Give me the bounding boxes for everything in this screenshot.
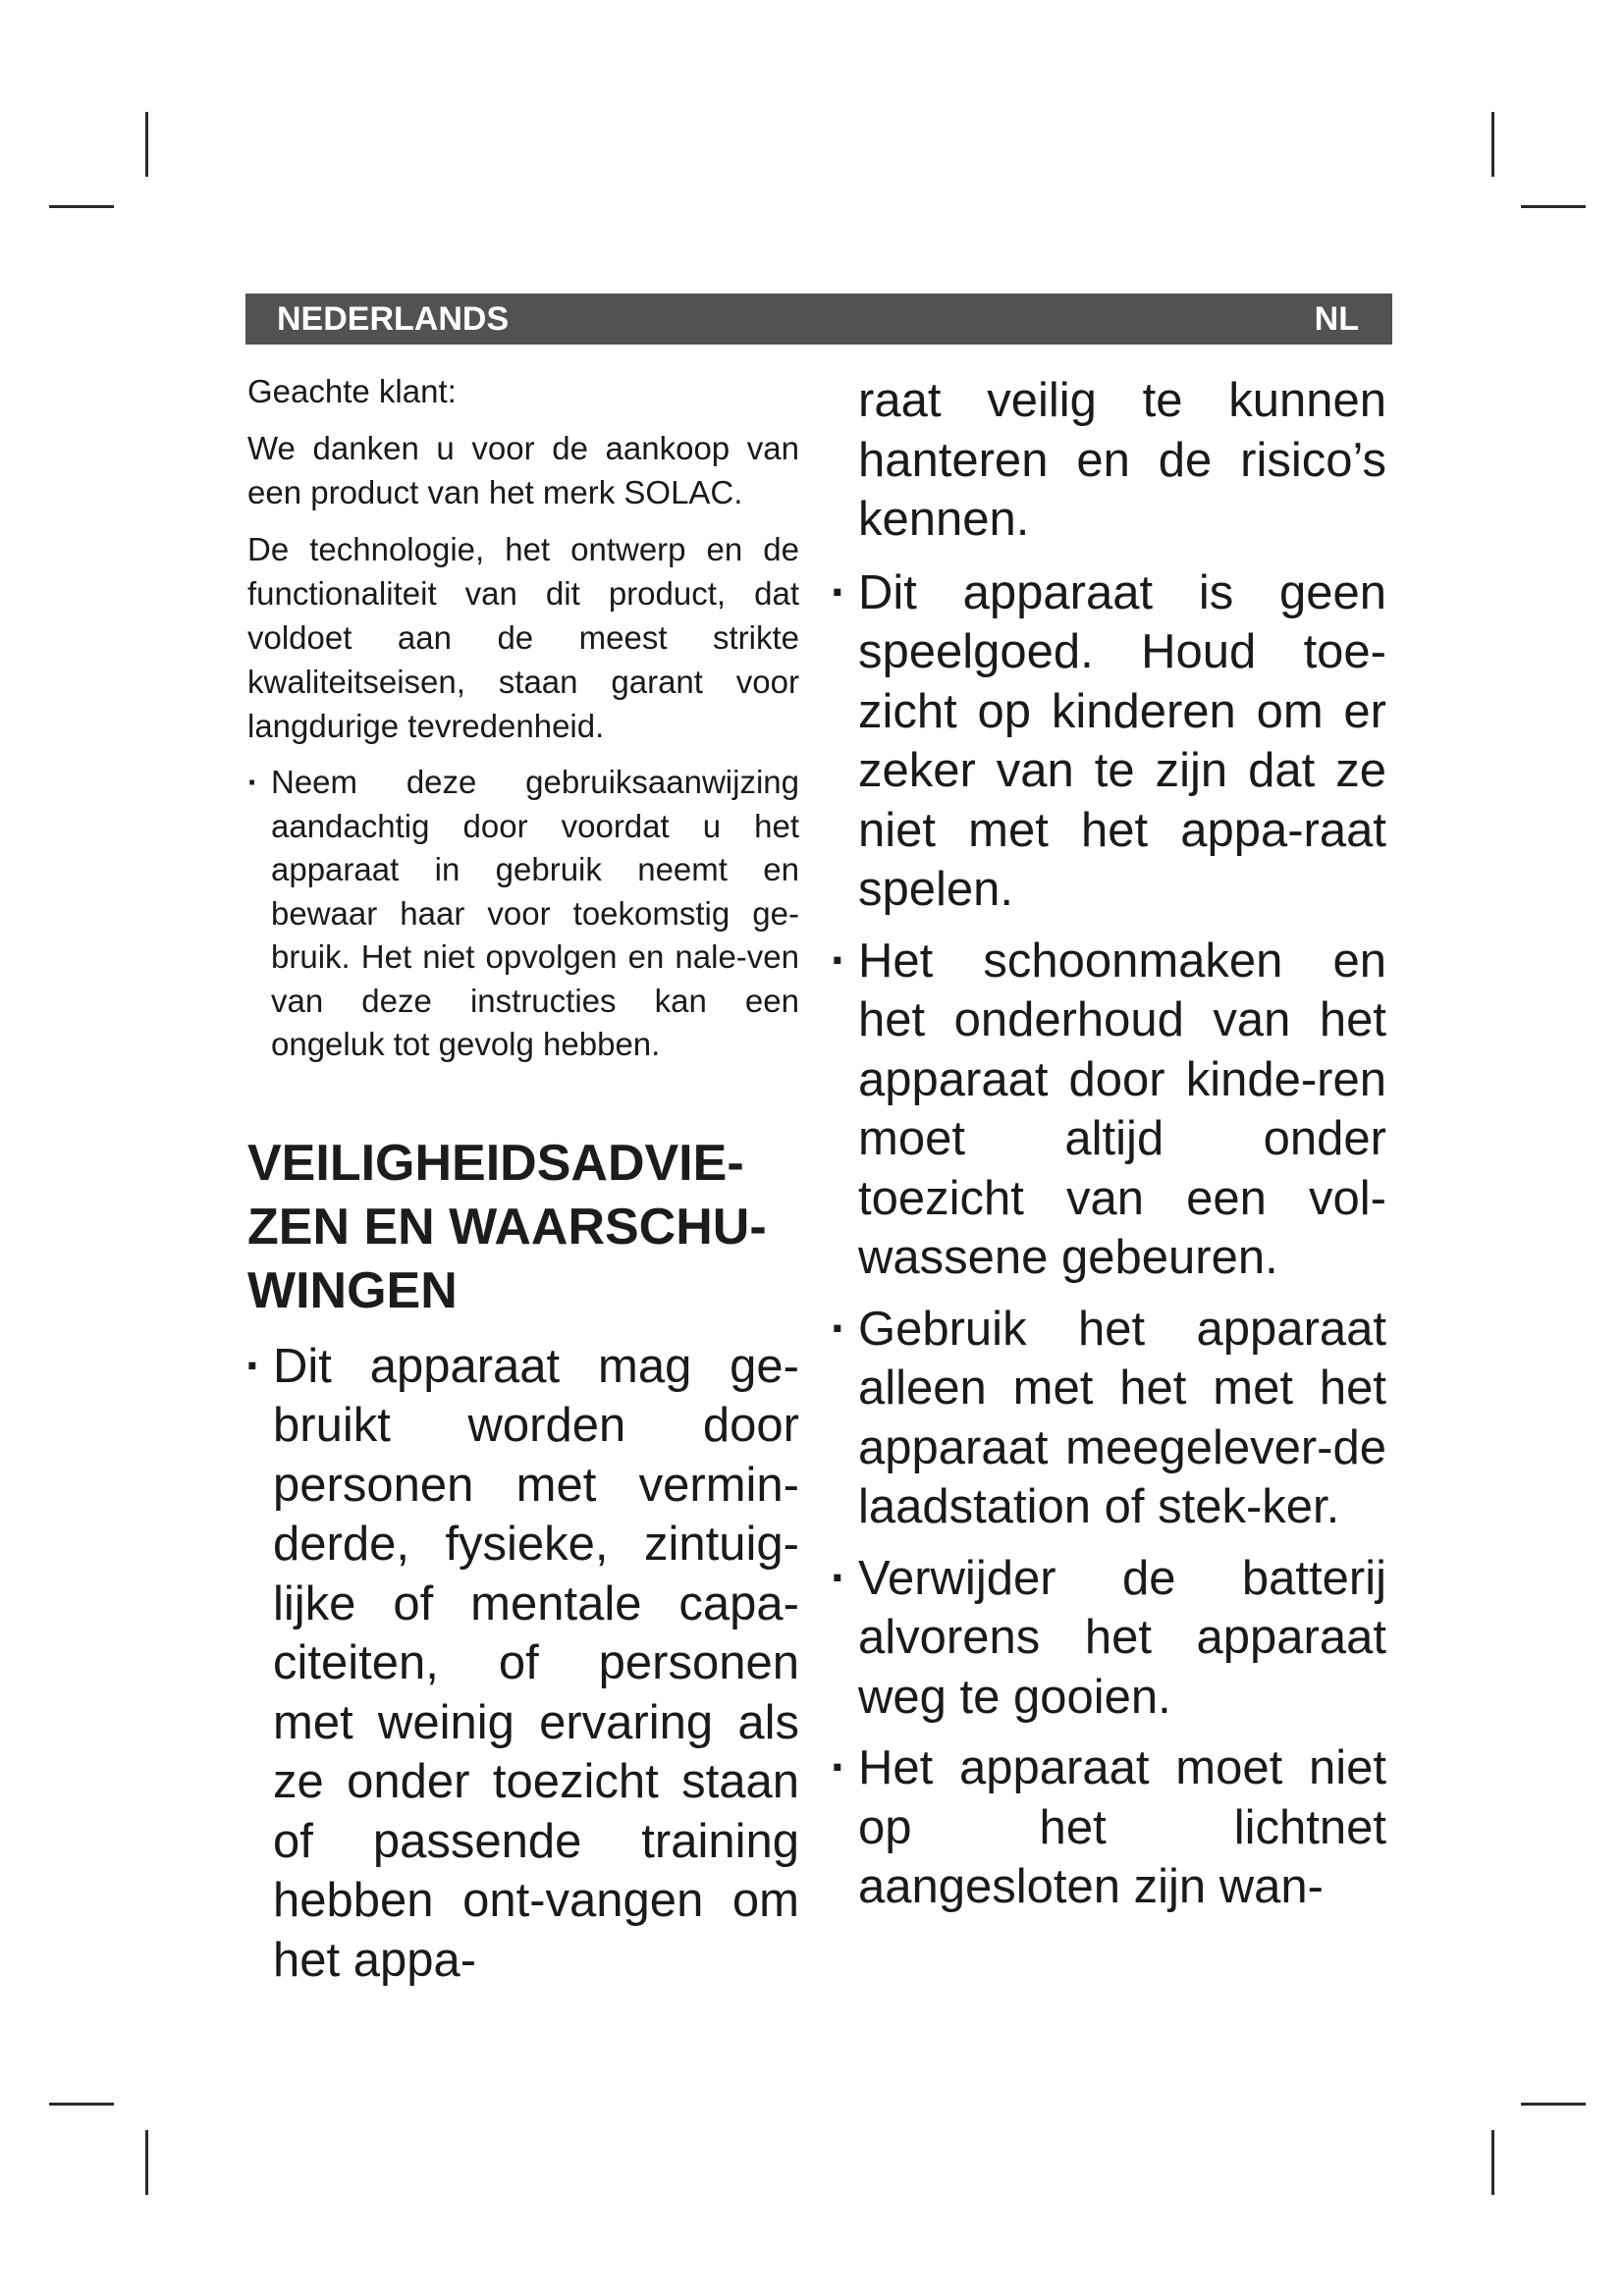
list-item: · Dit apparaat is geen speelgoed. Houd toe-zicht op kinderen om er zeker van te zijn dat ze niet met het appa-raat spelen. bbox=[833, 563, 1386, 920]
crop-mark-top-right-horizontal bbox=[1521, 205, 1586, 208]
crop-mark-top-left-horizontal bbox=[49, 205, 114, 208]
language-code: NL bbox=[1314, 300, 1359, 338]
safety-heading: VEILIGHEIDSADVIE- ZEN EN WAARSCHU- WINGEN bbox=[247, 1134, 767, 1319]
intro-list bbox=[247, 761, 799, 1067]
crop-mark-bottom-left-horizontal bbox=[49, 2103, 114, 2106]
thanks-paragraph: We danken u voor de aankoop van een product van het merk SOLAC. bbox=[247, 430, 799, 510]
technology-paragraph: De technologie, het ontwerp en de functionaliteit van dit product, dat voldoet aan de meest strikte kwaliteitseisen, staan garant voor langdurige tevredenheid. bbox=[247, 531, 799, 744]
crop-mark-bottom-right-vertical bbox=[1491, 2130, 1494, 2195]
list-item: · Het apparaat moet niet op het lichtnet aangesloten zijn wan- bbox=[833, 1738, 1386, 1917]
list-item: · Verwijder de batterij alvorens het apparaat weg te gooien. bbox=[833, 1549, 1386, 1728]
right-column bbox=[833, 371, 1386, 1929]
language-header-bar bbox=[245, 294, 1392, 345]
list-item: · Dit apparaat mag ge-bruikt worden door personen met vermin-derde, fysieke, zintuig-lijke of mentale capa-citeiten, of personen met weinig ervaring als ze onder toezicht staan of passende training hebben ont-vangen om het appa- bbox=[247, 1337, 799, 1991]
crop-mark-bottom-left-vertical bbox=[145, 2130, 148, 2195]
safety-list-left bbox=[247, 1337, 799, 1991]
left-column bbox=[247, 369, 799, 2002]
crop-mark-top-right-vertical bbox=[1491, 112, 1494, 177]
greeting: Geachte klant: bbox=[247, 373, 457, 409]
list-item: · Het schoonmaken en het onderhoud van het apparaat door kinde-ren moet altijd onder toezicht van een vol-wassene gebeuren. bbox=[833, 932, 1386, 1288]
crop-mark-top-left-vertical bbox=[145, 112, 148, 177]
language-label: NEDERLANDS bbox=[277, 300, 510, 338]
list-item: · Gebruik het apparaat alleen met het met het apparaat meegelever-de laadstation of stek-ker. bbox=[833, 1300, 1386, 1537]
safety-list-right bbox=[833, 563, 1386, 1917]
list-item: · Neem deze gebruiksaanwijzing aandachtig door voordat u het apparaat in gebruik neemt en bewaar haar voor toekomstig ge-bruik. Het niet opvolgen en nale-ven van deze instructies kan een ongeluk tot gevolg hebben. bbox=[247, 761, 799, 1067]
list-item-continuation: raat veilig te kunnen hanteren en de risico’s kennen. bbox=[858, 374, 1386, 546]
crop-mark-bottom-right-horizontal bbox=[1521, 2103, 1586, 2106]
